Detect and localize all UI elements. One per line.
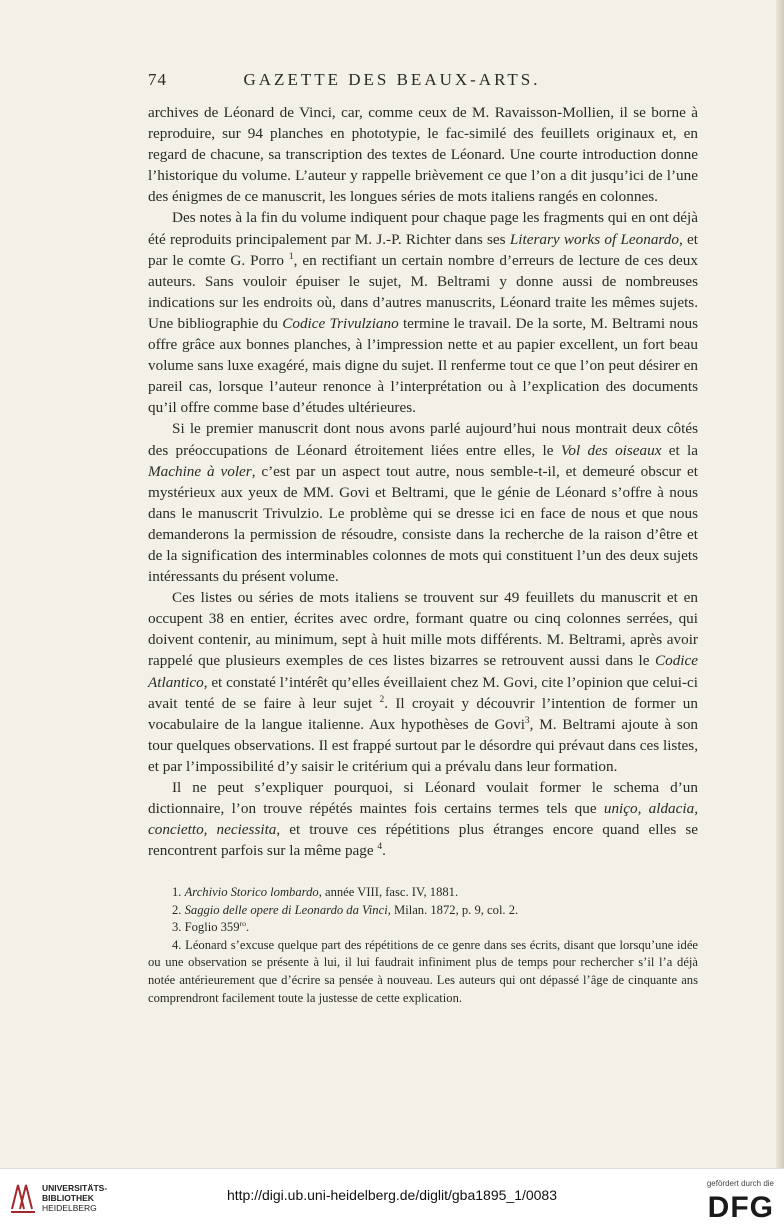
library-name-line-1: UNIVERSITÄTS- [42, 1183, 108, 1193]
footnotes [148, 884, 698, 1007]
text-run: . Il croyait y découvrir l’intention de former un vocabulaire de la langue italienne. Aux hypothèses de Govi [148, 694, 698, 733]
viewer-footer [0, 1168, 784, 1229]
text-run: , et trouve ces répétitions plus étranges encore quand elles se rencontrent parfois sur la même page [148, 821, 698, 860]
footnote [148, 919, 698, 937]
footnote [148, 902, 698, 920]
italic-title: Codice Trivulziano [282, 314, 399, 332]
italic-title: Machine à voler [148, 462, 252, 480]
dfg-logo: DFG [707, 1191, 774, 1224]
italic-title: Literary works of Leonardo [509, 230, 679, 248]
journal-title: GAZETTE DES BEAUX-ARTS. [243, 70, 541, 89]
library-name-line-3: HEIDELBERG [42, 1203, 97, 1213]
text-run: Des notes à la fin du volume indiquent pour chaque page les fragments qui en ont déjà été reproduits principalement par M. J.-P. Richter dans ses [148, 209, 698, 248]
italic-title: uniço, aldacia, concietto, neciessita [148, 800, 699, 839]
text-run: , et par le comte G. Porro [148, 230, 698, 269]
article-body [148, 102, 698, 861]
text-run: , année VIII, fasc. IV, 1881. [318, 885, 459, 899]
paragraph [148, 587, 698, 777]
footnote-ref: 2 [379, 694, 385, 705]
footnote [148, 884, 698, 902]
italic-title: Archivio Storico lombardo [184, 885, 319, 899]
footnote [148, 937, 698, 1007]
text-run: , et constaté l’intérêt qu’elles éveillaient chez M. Govi, cite l’opinion que celui-ci avait tenté de se faire à leur sujet [148, 673, 698, 712]
text-run: archives de Léonard de Vinci, car, comme ceux de M. Ravaisson-Mollien, il se borne à reproduire, sur 94 planches en phototypie, le fac-similé des feuillets originaux et, en regard de chacune, sa transcription des textes de Léonard. Une courte introduction donne l’historique du volume. L’auteur y rappelle brièvement ce que l’on a dit jusqu’ici de l’une des énigmes de ce manuscrit, les longues séries de mots italiens rangés en colonnes. [148, 104, 698, 206]
paragraph [148, 102, 698, 207]
paragraph [148, 777, 698, 861]
italic-title: Codice Atlantico [148, 652, 698, 691]
text-run: 3. Foglio 359 [172, 920, 240, 935]
text-run: , M. Beltrami ajoute à son tour quelques observations. Il est frappé surtout par le désordre qui prévaut dans ces listes, et par l’impossibilité d’y saisir le critérium qui a prévalu dans leur formation. [148, 715, 699, 775]
text-run: 1. [172, 885, 185, 899]
text-run: Ces listes ou séries de mots italiens se trouvent sur 49 feuillets du manuscrit et en occupent 38 en entier, écrites avec ordre, formant quatre ou cinq colonnes serrées, qui doivent contenir, au minimum, sept à huit mille mots différents. M. Beltrami, après avoir rappelé que plusieurs exemples de ces listes bizarres se retrouvent aussi dans le [148, 589, 698, 670]
text-run: , Milan. 1872, p. 9, col. 2. [387, 902, 519, 917]
footnote-ref: 3 [524, 715, 530, 726]
page-edge-shadow [776, 0, 784, 1168]
library-name-line-2: BIBLIOTHEK [42, 1193, 94, 1203]
paragraph [148, 418, 698, 587]
text-run: 4. Léonard s’excuse quelque part des répétitions de ce genre dans ses écrits, disant que lorsqu’une idée ou une observation se présente à lui, il lui faudrait infiniment plus de temps pour rechercher s’il l’a déjà notée antérieurement que d’écrire sa pensée à nouveau. Les auteurs qui ont dépassé l’âge de cinquante ans comprendront facilement toute la justesse de cette explication. [148, 937, 698, 1005]
text-run: Il ne peut s’expliquer pourquoi, si Léonard voulait former le schema d’un dictionnaire, l’on trouve répétés maintes fois certains termes tels que [148, 779, 698, 818]
text-run: . [246, 920, 250, 935]
text-run: Si le premier manuscrit dont nous avons parlé aujourd’hui nous montrait deux côtés des préoccupations de Léonard étroitement liées entre elles, le [148, 420, 698, 459]
running-head [0, 70, 784, 94]
text-run: . [382, 842, 386, 860]
text-run: 2. [172, 902, 185, 917]
paragraph [148, 207, 698, 418]
permalink-url[interactable]: http://digi.ub.uni-heidelberg.de/diglit/gba1895_1/0083 [226, 1187, 558, 1203]
text-run: , en rectifiant un certain nombre d’erreurs de lecture de ces deux auteurs. Sans vouloir épuiser le sujet, M. Beltrami y donne aussi de nombreuses indications sur les endroits où, dans d’autres manuscrits, Léonard traite les mêmes sujets. Une bibliographie du [148, 251, 698, 332]
italic-title: Saggio delle opere di Leonardo da Vinci [184, 902, 388, 917]
funding-note: gefördert durch die [706, 1179, 774, 1188]
footnote-ref: 1 [288, 251, 294, 262]
footnote-ref: ro [239, 919, 247, 928]
text-run: termine le travail. De la sorte, M. Beltrami nous offre grâce aux bonnes planches, à l’impression nette et au papier excellent, un fort beau volume sans luxe exagéré, mais digne du sujet. Il renferme tout ce que l’on peut désirer en pareil cas, lorsque l’auteur renonce à l’interprétation ou à l’explication des documents qu’il offre comme base d’études ultérieures. [148, 314, 698, 417]
page-number: 74 [148, 70, 167, 89]
text-run: et la [661, 441, 699, 459]
text-run: , c’est par un aspect tout autre, nous semble-t-il, et demeuré obscur et mystérieux aux yeux de MM. Govi et Beltrami, que le génie de Léonard s’offre à nous dans le manuscrit Trivulzio. Le problème qui se dresse ici en face de nous et que nous demanderons la permission de résoudre, consiste dans la recherche de la raison d’être et de la signification des interminables colonnes de mots qui constituent l’un des deux sujets intéressants du présent volume. [148, 462, 698, 586]
footnote-ref: 4 [377, 842, 383, 853]
italic-title: Vol des oiseaux [560, 441, 662, 459]
